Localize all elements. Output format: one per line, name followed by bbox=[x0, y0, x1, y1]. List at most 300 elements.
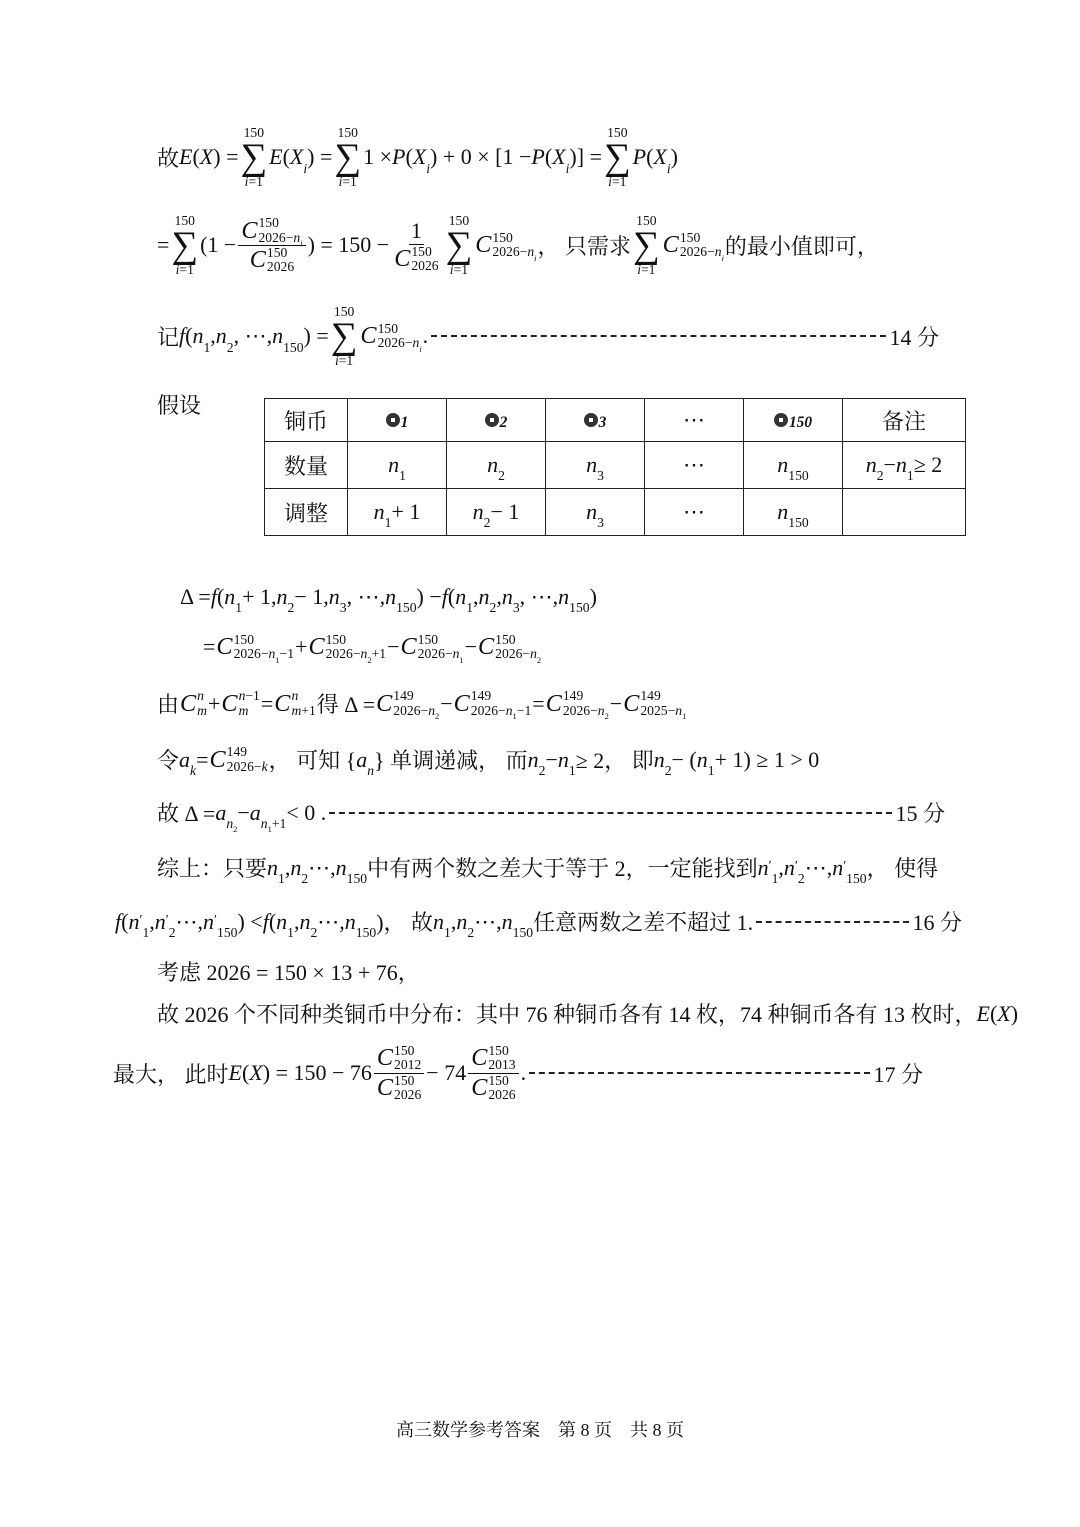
combination-symbol: C bbox=[376, 689, 393, 717]
variable: P bbox=[632, 144, 647, 170]
index-stack bbox=[488, 1044, 515, 1073]
math-text: 3 bbox=[512, 600, 520, 616]
binomial-coefficient bbox=[210, 745, 268, 774]
math-text: ≥ 2， 即 bbox=[575, 748, 654, 773]
math-text: 1 bbox=[682, 711, 687, 722]
variable: n bbox=[487, 452, 499, 477]
math-text: ( bbox=[989, 1000, 998, 1026]
prime-mark: ′ bbox=[139, 912, 143, 928]
subscript bbox=[539, 764, 546, 778]
coin-icon bbox=[774, 413, 788, 427]
variable: n bbox=[527, 746, 539, 772]
combination-symbol: C bbox=[478, 633, 495, 661]
variable: a bbox=[356, 746, 368, 772]
math-text: 149 bbox=[470, 688, 492, 704]
math-text: 1 bbox=[410, 217, 422, 243]
math-text: Δ = bbox=[180, 584, 211, 609]
cell-content bbox=[584, 411, 607, 429]
subscripted-variable bbox=[456, 908, 475, 940]
subscript bbox=[203, 341, 210, 355]
math-text: 2026− bbox=[495, 646, 531, 662]
subscript bbox=[356, 926, 376, 940]
subscript bbox=[498, 469, 505, 483]
math-text: + bbox=[208, 690, 221, 716]
table-cell bbox=[645, 489, 744, 536]
binomial-coefficient bbox=[180, 689, 207, 718]
math-text: 2026− bbox=[258, 229, 294, 245]
variable: n bbox=[388, 452, 400, 477]
subscripted-variable bbox=[388, 452, 406, 484]
coin-index: 150 bbox=[788, 414, 813, 431]
subscripted-variable bbox=[373, 499, 392, 531]
variable: n bbox=[367, 762, 375, 778]
superscript bbox=[488, 1074, 515, 1088]
subscript bbox=[459, 656, 463, 664]
math-text: ( bbox=[405, 144, 413, 170]
table-cell bbox=[744, 489, 843, 536]
subscript bbox=[190, 764, 196, 778]
math-text: , bbox=[778, 854, 784, 880]
variable: i bbox=[419, 344, 422, 355]
subscript bbox=[411, 259, 438, 273]
index-stack bbox=[488, 1074, 515, 1103]
binomial-coefficient bbox=[377, 1044, 421, 1073]
subscript bbox=[310, 926, 317, 940]
table-cell bbox=[744, 399, 843, 442]
math-text: 2026 bbox=[488, 1086, 516, 1102]
math-text: 150 bbox=[448, 213, 470, 228]
dotted-leader bbox=[431, 335, 886, 337]
sum-lower-limit bbox=[450, 263, 468, 277]
numerator bbox=[409, 218, 424, 245]
subscripted-variable bbox=[276, 584, 295, 616]
variable: n bbox=[433, 908, 445, 934]
variable: i bbox=[449, 262, 454, 278]
variable: n bbox=[276, 584, 288, 609]
math-text: , bbox=[496, 584, 502, 609]
variable: n bbox=[505, 702, 513, 718]
binomial-coefficient bbox=[274, 689, 315, 718]
table-cell bbox=[546, 399, 645, 442]
variable: n bbox=[328, 584, 340, 609]
subscript bbox=[798, 872, 805, 886]
subscript bbox=[283, 341, 303, 355]
numerator bbox=[238, 215, 305, 249]
math-text: , bbox=[210, 323, 216, 349]
subscript bbox=[377, 335, 422, 355]
subscript bbox=[569, 601, 589, 615]
subscripted-variable bbox=[360, 646, 372, 666]
variable: f bbox=[441, 584, 448, 609]
subscript bbox=[569, 764, 576, 778]
superscript bbox=[471, 689, 531, 703]
cell-content bbox=[777, 499, 809, 531]
subscripted-variable bbox=[226, 815, 238, 834]
variable: E bbox=[228, 1060, 242, 1086]
binomial-coefficient bbox=[360, 321, 422, 355]
score-label: 14 分 bbox=[889, 324, 939, 350]
table-cell bbox=[645, 399, 744, 442]
math-text: 最大， 此时 bbox=[113, 1061, 229, 1087]
math-text: 2 bbox=[367, 655, 372, 666]
variable: n bbox=[224, 584, 236, 609]
math-text: )， 故 bbox=[376, 910, 434, 935]
variable: n bbox=[597, 702, 605, 718]
score-label: 17 分 bbox=[873, 1061, 923, 1087]
subscript bbox=[197, 704, 207, 718]
math-text: − 74 bbox=[426, 1060, 467, 1086]
math-text: 2 bbox=[483, 515, 491, 531]
subscripted-variable bbox=[675, 702, 687, 722]
subscripted-variable bbox=[455, 584, 474, 616]
subscript bbox=[682, 712, 686, 720]
math-text: , bbox=[450, 908, 457, 934]
superscript bbox=[239, 689, 260, 703]
table-row bbox=[265, 489, 966, 536]
math-text: − bbox=[609, 690, 623, 716]
subscripted-variable bbox=[215, 799, 238, 834]
math-text: 149 bbox=[393, 688, 414, 704]
subscript bbox=[788, 469, 808, 483]
variable: n bbox=[360, 646, 368, 662]
math-text: 3 bbox=[339, 600, 347, 616]
table-row bbox=[265, 442, 966, 489]
math-text: 2025− bbox=[640, 702, 676, 718]
coin-icon bbox=[485, 413, 499, 427]
math-text: ， 只需求 bbox=[537, 233, 632, 259]
index-stack bbox=[227, 745, 268, 774]
subscripted-variable bbox=[501, 908, 534, 940]
variable: n bbox=[215, 323, 227, 349]
sum-lower-limit bbox=[339, 175, 357, 189]
math-text: − 1, bbox=[294, 584, 329, 609]
coin-index: 1 bbox=[400, 414, 409, 431]
variable: a bbox=[179, 746, 191, 772]
index-stack bbox=[495, 632, 542, 666]
math-text: 150 bbox=[266, 244, 288, 260]
variable: n bbox=[895, 452, 907, 477]
math-text: ) − bbox=[416, 584, 442, 609]
table-cell bbox=[744, 442, 843, 489]
consider-line bbox=[157, 956, 420, 987]
variable: k bbox=[190, 762, 197, 778]
subscript bbox=[300, 239, 302, 247]
variable: f bbox=[210, 584, 217, 609]
subscript bbox=[605, 712, 609, 720]
variable: P bbox=[391, 144, 406, 170]
subscripted-variable bbox=[224, 584, 243, 616]
math-text: 1 bbox=[275, 655, 280, 666]
math-text: 2026 bbox=[411, 257, 439, 273]
variable: n bbox=[527, 244, 535, 260]
index-stack bbox=[239, 689, 260, 718]
superscript bbox=[492, 231, 536, 245]
math-text: ≥ 2 bbox=[913, 452, 943, 477]
math-text: =1 bbox=[611, 174, 627, 190]
subscript bbox=[534, 254, 536, 262]
math-text: 150 bbox=[283, 339, 304, 355]
subscripted-variable bbox=[344, 908, 377, 940]
variable: i bbox=[637, 262, 641, 278]
subscript bbox=[490, 601, 497, 615]
math-text: + 1 bbox=[391, 499, 421, 524]
math-text: ( bbox=[185, 323, 193, 349]
variable: n bbox=[558, 584, 570, 609]
summation bbox=[446, 214, 473, 277]
table-cell bbox=[447, 399, 546, 442]
cell-content bbox=[388, 452, 406, 484]
math-text: = bbox=[196, 746, 209, 772]
math-text: 2 bbox=[168, 924, 176, 940]
variable: n bbox=[272, 323, 284, 349]
cell-content bbox=[683, 499, 705, 525]
math-text: ) = bbox=[213, 144, 239, 170]
subscripted-variable bbox=[299, 908, 318, 940]
subscript bbox=[492, 244, 537, 264]
variable: n bbox=[267, 854, 279, 880]
subscript bbox=[226, 815, 238, 834]
subscript bbox=[513, 712, 517, 720]
math-text: 得 Δ = bbox=[316, 692, 376, 717]
sigma-symbol: ∑ bbox=[330, 315, 358, 357]
variable: n bbox=[586, 499, 598, 524]
math-text: +1 bbox=[271, 815, 287, 831]
math-text: ) < bbox=[237, 908, 263, 934]
subscript bbox=[597, 469, 604, 483]
math-text: 1 bbox=[466, 600, 474, 616]
subscript bbox=[665, 764, 672, 778]
subscript bbox=[278, 872, 285, 886]
dotted-leader bbox=[529, 1072, 870, 1074]
math-text: + bbox=[295, 634, 308, 660]
math-text: , bbox=[149, 908, 155, 934]
subscript bbox=[217, 926, 237, 940]
subscripted-variable bbox=[128, 908, 150, 940]
binomial-coefficient bbox=[221, 689, 259, 718]
subscript bbox=[488, 1058, 515, 1072]
index-stack bbox=[492, 230, 537, 264]
math-text: 1 bbox=[459, 655, 464, 666]
math-text: 2 bbox=[287, 600, 295, 616]
coin-adjustment-table bbox=[264, 398, 966, 536]
math-text: −1 bbox=[279, 646, 295, 662]
pascal-identity-line bbox=[157, 688, 687, 722]
math-text: 1 bbox=[142, 924, 150, 940]
subscript bbox=[267, 260, 294, 274]
variable: n bbox=[154, 908, 166, 934]
subscript bbox=[227, 341, 234, 355]
combination-symbol: C bbox=[545, 689, 562, 717]
subscript bbox=[466, 601, 473, 615]
math-text: − bbox=[883, 452, 896, 477]
variable: X bbox=[289, 144, 304, 170]
sum-lower-limit bbox=[335, 354, 353, 368]
table-cell bbox=[348, 442, 447, 489]
math-text: 2026− bbox=[325, 646, 361, 662]
subscript bbox=[444, 926, 451, 940]
variable: n bbox=[344, 908, 356, 934]
subscripted-variable bbox=[777, 499, 809, 531]
index-stack bbox=[377, 321, 422, 355]
math-text: 150 bbox=[355, 924, 377, 940]
sum-lower-limit bbox=[245, 175, 263, 189]
combination-symbol: C bbox=[376, 1044, 394, 1072]
math-text: = bbox=[203, 634, 216, 660]
cell-content bbox=[882, 405, 926, 436]
math-text: 2026− bbox=[492, 244, 528, 260]
math-text: 故 bbox=[157, 145, 180, 171]
binomial-coefficient bbox=[377, 1074, 421, 1103]
variable: X bbox=[412, 144, 427, 170]
combination-symbol: C bbox=[180, 689, 197, 717]
variable: P bbox=[531, 144, 545, 170]
math-text: 中有两个数之差大于等于 2，一定能找到 bbox=[367, 856, 758, 881]
binomial-coefficient bbox=[475, 230, 537, 264]
sum-lower-limit bbox=[637, 263, 655, 277]
combination-symbol: C bbox=[221, 689, 238, 717]
variable: n bbox=[456, 908, 468, 934]
variable: E bbox=[269, 144, 283, 170]
index-stack bbox=[470, 688, 532, 722]
math-text: 1 bbox=[444, 924, 451, 940]
subscript bbox=[566, 162, 570, 176]
math-text: 150 bbox=[488, 1043, 509, 1058]
combination-symbol: C bbox=[662, 231, 679, 259]
subscripted-variable bbox=[783, 854, 805, 886]
math-text: 150 bbox=[325, 632, 347, 647]
table-cell bbox=[265, 399, 348, 442]
subscripted-variable bbox=[696, 746, 715, 778]
index-stack bbox=[411, 245, 438, 274]
math-text: ⋯, bbox=[308, 854, 336, 880]
combination-symbol: C bbox=[376, 1073, 394, 1101]
subscript bbox=[467, 926, 474, 940]
variable: f bbox=[115, 908, 122, 934]
cell-content bbox=[284, 405, 328, 436]
combination-symbol: C bbox=[216, 633, 233, 661]
combination-symbol: C bbox=[394, 244, 411, 272]
math-text: , bbox=[473, 584, 479, 609]
math-text: ⋯, bbox=[804, 854, 833, 880]
combination-symbol: C bbox=[400, 633, 417, 661]
subscripted-variable bbox=[268, 646, 280, 666]
math-text: 2026 bbox=[394, 1086, 422, 1102]
delta-negative-line bbox=[157, 797, 945, 834]
math-text: 2026− bbox=[679, 244, 715, 260]
subscript bbox=[435, 712, 439, 720]
subscripted-variable bbox=[777, 452, 809, 484]
binomial-coefficient bbox=[250, 246, 294, 275]
math-text: , ⋯, bbox=[233, 323, 273, 349]
subscripted-variable bbox=[154, 908, 176, 940]
sum-lower-limit bbox=[176, 263, 194, 277]
math-text: 150 bbox=[396, 600, 417, 616]
combination-symbol: C bbox=[209, 745, 226, 773]
table-cell bbox=[645, 442, 744, 489]
summary-line-1 bbox=[157, 852, 939, 886]
math-text: − bbox=[387, 634, 400, 660]
subscript bbox=[268, 825, 272, 833]
cell-content bbox=[284, 450, 328, 481]
superscript bbox=[378, 322, 422, 336]
math-text: 记 bbox=[157, 324, 180, 350]
variable: n bbox=[675, 702, 683, 718]
math-text: 150 bbox=[846, 870, 867, 886]
subscript bbox=[846, 872, 866, 886]
variable: n bbox=[777, 499, 789, 524]
math-text: , ⋯, bbox=[346, 584, 386, 609]
subscripted-variable bbox=[412, 144, 431, 176]
subscript bbox=[142, 926, 149, 940]
math-text: 150 bbox=[607, 125, 628, 140]
variable: X bbox=[997, 1000, 1011, 1026]
cell-content bbox=[586, 499, 604, 531]
math-text: ⋯, bbox=[317, 908, 345, 934]
expectation-sum-line bbox=[157, 126, 678, 189]
subscript bbox=[394, 1088, 421, 1102]
index-stack bbox=[417, 632, 464, 666]
subscripted-variable bbox=[272, 323, 304, 355]
math-text: ⋯ bbox=[683, 407, 705, 432]
combination-symbol: C bbox=[475, 231, 492, 259]
math-text: 150 bbox=[337, 125, 358, 140]
math-text: 2 bbox=[233, 823, 238, 834]
math-text: )] = bbox=[569, 144, 602, 170]
superscript bbox=[411, 245, 438, 259]
math-text: 149 bbox=[640, 688, 661, 704]
subscripted-variable bbox=[179, 746, 197, 778]
variable: i bbox=[303, 160, 308, 176]
math-text: 2 bbox=[467, 924, 475, 940]
variable: n bbox=[653, 746, 665, 772]
math-text: 150 bbox=[679, 230, 701, 246]
table-cell bbox=[546, 442, 645, 489]
superscript bbox=[563, 689, 609, 703]
subscripted-variable bbox=[260, 815, 272, 834]
variable: i bbox=[300, 238, 303, 249]
math-text: − bbox=[440, 690, 453, 716]
math-text: 150 bbox=[333, 304, 355, 319]
superscript bbox=[418, 633, 464, 647]
subscripted-variable bbox=[653, 144, 671, 176]
math-text: ) bbox=[1010, 1000, 1019, 1026]
subscripted-variable bbox=[290, 854, 309, 886]
math-text: =1 bbox=[338, 353, 354, 369]
math-text: −1 bbox=[245, 688, 260, 704]
math-text: 2 bbox=[876, 468, 884, 484]
variable: n bbox=[530, 646, 537, 662]
variable: n bbox=[478, 584, 490, 609]
subscripted-variable bbox=[328, 584, 347, 616]
distribution-line bbox=[157, 998, 1018, 1029]
prime-mark: ′ bbox=[165, 912, 169, 928]
math-text: =1 bbox=[179, 262, 194, 278]
math-text: 2026− bbox=[226, 758, 262, 774]
math-text: ) bbox=[589, 584, 597, 609]
math-text: 150 bbox=[394, 1072, 415, 1088]
binomial-coefficient bbox=[471, 1044, 515, 1073]
cell-content bbox=[683, 452, 705, 478]
variable: n bbox=[783, 854, 795, 880]
math-text: 1 bbox=[707, 762, 715, 778]
variable: X bbox=[653, 144, 667, 170]
cell-content bbox=[865, 452, 943, 484]
math-text: 2013 bbox=[488, 1057, 516, 1073]
combination-symbol: C bbox=[241, 216, 258, 244]
sum-lower-limit bbox=[608, 175, 626, 189]
subscripted-variable bbox=[192, 323, 211, 355]
table-cell bbox=[348, 489, 447, 536]
